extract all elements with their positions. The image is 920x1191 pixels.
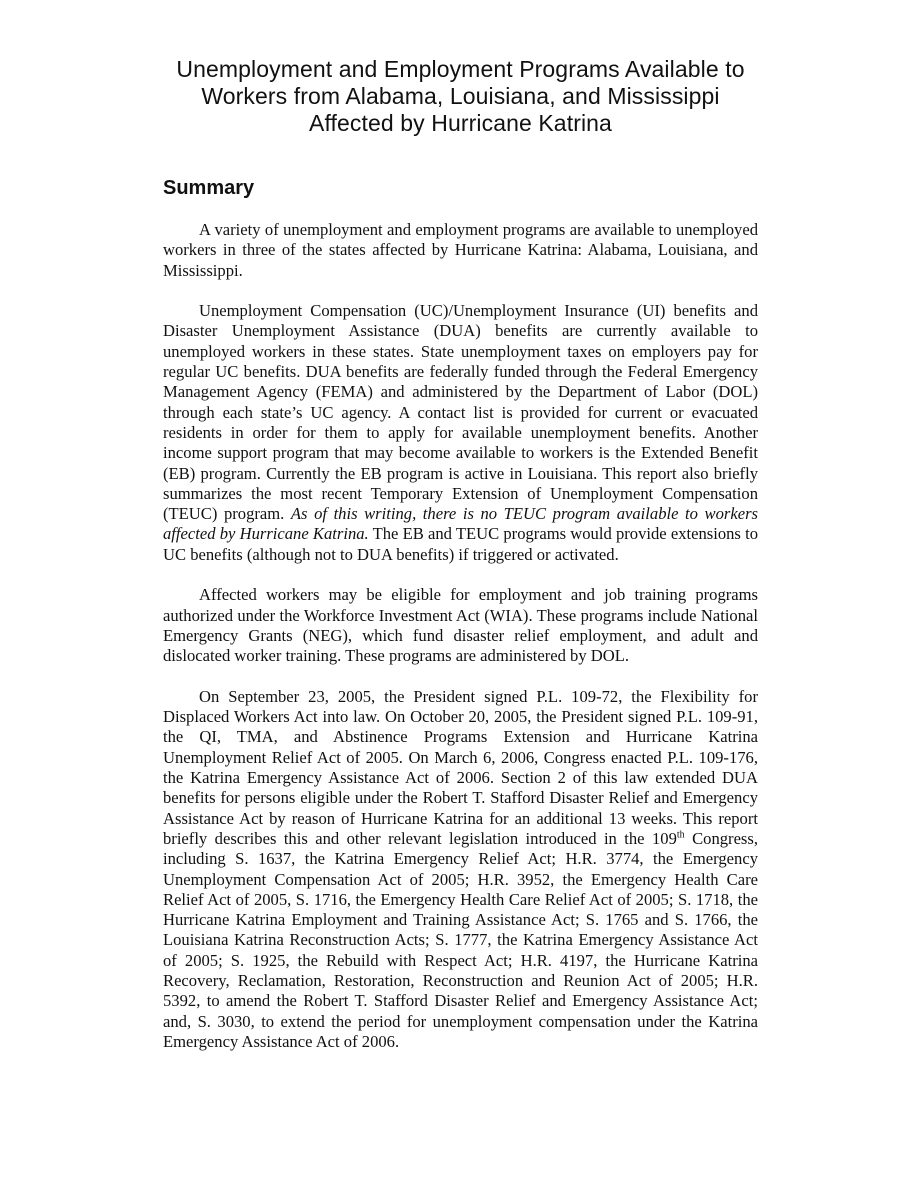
paragraph-1: A variety of unemployment and employment programs are available to unemployed workers in three of the states affected by Hurricane Katrina: Alabama, Louisiana, and Mississippi. — [163, 220, 758, 280]
document-title — [163, 56, 758, 137]
paragraph-4-text-b: Congress, including S. 1637, the Katrina Emergency Relief Act; H.R. 3774, the Emergency Unemployment Compensation Act of 2005; H.R. 3952, the Emergency Health Care Relief Act of 2005, S. 1716, the Emergency Health Care Relief Act of 2005; S. 1718, the Hurricane Katrina Employment and Training Assistance Act; S. 1765 and S. 1766, the Louisiana Katrina Reconstruction Acts; S. 1777, the Katrina Emergency Assistance Act of 2005; S. 1925, the Rebuild with Respect Act; H.R. 4197, the Hurricane Katrina Recovery, Reclamation, Restoration, Reconstruction and Reunion Act of 2005; H.R. 5392, to amend the Robert T. Stafford Disaster Relief and Emergency Assistance Act; and, S. 3030, to extend the period for unemployment compensation under the Katrina Emergency Assistance Act of 2006. — [163, 828, 758, 1051]
paragraph-2-text-b: The EB and TEUC programs would provide extensions to UC benefits (although not to DUA benefits) if triggered or activated. — [163, 524, 758, 564]
title-line-1: Unemployment and Employment Programs Available to — [176, 56, 745, 82]
document-page — [163, 56, 758, 1052]
paragraph-2-text-a: Unemployment Compensation (UC)/Unemployment Insurance (UI) benefits and Disaster Unemployment Assistance (DUA) benefits are currently available to unemployed workers in these states. State unemployment taxes on employers pay for regular UC benefits. DUA benefits are federally funded through the Federal Emergency Management Agency (FEMA) and administered by the Department of Labor (DOL) through each state’s UC agency. A contact list is provided for current or evacuated residents in order for them to apply for available unemployment benefits. Another income support program that may become available to workers is the Extended Benefit (EB) program. Currently the EB program is active in Louisiana. This report also briefly summarizes the most recent Temporary Extension of Unemployment Compensation (TEUC) program. — [163, 301, 758, 524]
paragraph-4-text-a: On September 23, 2005, the President signed P.L. 109-72, the Flexibility for Displaced Workers Act into law. On October 20, 2005, the President signed P.L. 109-91, the QI, TMA, and Abstinence Programs Extension and Hurricane Katrina Unemployment Relief Act of 2005. On March 6, 2006, Congress enacted P.L. 109-176, the Katrina Emergency Assistance Act of 2006. Section 2 of this law extended DUA benefits for persons eligible under the Robert T. Stafford Disaster Relief and Emergency Assistance Act by reason of Hurricane Katrina for an additional 13 weeks. This report briefly describes this and other relevant legislation introduced in the 109 — [163, 686, 758, 848]
section-heading-summary: Summary — [163, 177, 255, 199]
paragraph-2-italic: As of this writing, there is no TEUC program available to workers affected by Hurricane Katrina. — [163, 504, 758, 544]
paragraph-4 — [163, 687, 758, 1052]
paragraph-3: Affected workers may be eligible for employment and job training programs authorized under the Workforce Investment Act (WIA). These programs include National Emergency Grants (NEG), which fund disaster relief employment, and adult and dislocated worker training. These programs are administered by DOL. — [163, 585, 758, 666]
paragraph-2 — [163, 301, 758, 565]
paragraph-4-superscript: th — [676, 829, 685, 841]
title-line-2: Workers from Alabama, Louisiana, and Mississippi — [201, 83, 720, 109]
title-line-3: Affected by Hurricane Katrina — [309, 110, 612, 136]
